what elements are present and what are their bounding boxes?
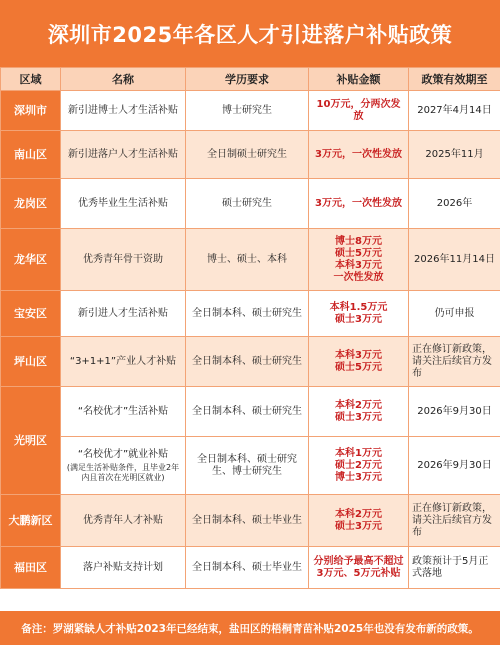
- region-cell: 龙岗区: [1, 179, 61, 229]
- deadline-cell: 政策预计于5月正式落地: [409, 547, 500, 589]
- amount-line: 本科2万元: [335, 399, 382, 411]
- education-cell: 全日制本科、硕士毕业生: [186, 495, 309, 547]
- table-row: [1, 547, 500, 589]
- amount-cell: [309, 387, 409, 437]
- amount-line: 博士8万元: [335, 235, 382, 247]
- region-cell: 光明区: [1, 387, 61, 495]
- name-cell: 优秀青年人才补贴: [61, 495, 186, 547]
- page-title: 深圳市2025年各区人才引进落户补贴政策: [47, 22, 453, 47]
- amount-line: 硕士2万元: [335, 459, 382, 471]
- name-cell: 新引进落户人才生活补贴: [61, 131, 186, 179]
- amount-cell: [309, 229, 409, 291]
- education-cell: 全日制本科、硕士研究生: [186, 387, 309, 437]
- name-cell: 优秀毕业生生活补贴: [61, 179, 186, 229]
- education-cell: 全日制硕士研究生: [186, 131, 309, 179]
- table-row: [1, 337, 500, 387]
- deadline-cell: 正在修订新政策，请关注后续官方发布: [409, 337, 500, 387]
- table-row: [1, 91, 500, 131]
- region-cell: 龙华区: [1, 229, 61, 291]
- amount-line: 本科1.5万元: [329, 301, 388, 313]
- name-cell: “名校优才”生活补贴: [61, 387, 186, 437]
- education-cell: 博士、硕士、本科: [186, 229, 309, 291]
- deadline-cell: 2027年4月14日: [409, 91, 500, 131]
- table-header-row: [1, 68, 500, 91]
- region-cell: 大鹏新区: [1, 495, 61, 547]
- region-cell: 福田区: [1, 547, 61, 589]
- deadline-cell: 2026年9月30日: [409, 437, 500, 495]
- table-row: [1, 495, 500, 547]
- education-cell: 硕士研究生: [186, 179, 309, 229]
- deadline-cell: 2026年: [409, 179, 500, 229]
- header-deadline: 政策有效期至: [409, 68, 500, 91]
- table-row: [1, 387, 500, 437]
- amount-cell: 3万元，一次性发放: [309, 131, 409, 179]
- amount-line: 硕士3万元: [335, 411, 382, 423]
- amount-cell: 3万元，一次性发放: [309, 179, 409, 229]
- header-amount: 补贴金额: [309, 68, 409, 91]
- amount-line: 一次性发放: [333, 271, 384, 283]
- region-cell: 宝安区: [1, 291, 61, 337]
- amount-cell: [309, 437, 409, 495]
- footer-note: 备注：罗湖紧缺人才补贴2023年已经结束，盐田区的梧桐青苗补贴2025年也没有发布新的政策。: [0, 611, 500, 645]
- name-cell: “3+1+1”产业人才补贴: [61, 337, 186, 387]
- header-education: 学历要求: [186, 68, 309, 91]
- amount-line: 本科2万元: [335, 508, 382, 520]
- deadline-cell: 2025年11月: [409, 131, 500, 179]
- table-row: [1, 437, 500, 495]
- table-row: [1, 179, 500, 229]
- name-cell: 落户补贴支持计划: [61, 547, 186, 589]
- amount-line: 硕士5万元: [335, 361, 382, 373]
- amount-line: 本科1万元: [335, 447, 382, 459]
- amount-cell: 分别给予最高不超过3万元、5万元补贴: [309, 547, 409, 589]
- amount-line: 博士3万元: [335, 471, 382, 483]
- deadline-cell: 正在修订新政策，请关注后续官方发布: [409, 495, 500, 547]
- name-cell: [61, 437, 186, 495]
- amount-cell: [309, 291, 409, 337]
- header-region: 区域: [1, 68, 61, 91]
- name-cell: 优秀青年骨干资助: [61, 229, 186, 291]
- amount-line: 本科3万元: [335, 349, 382, 361]
- header-name: 名称: [61, 68, 186, 91]
- amount-line: 硕士3万元: [335, 520, 382, 532]
- amount-line: 硕士3万元: [335, 313, 382, 325]
- title-bar: [0, 0, 500, 67]
- education-cell: 全日制本科、硕士研究生、博士研究生: [186, 437, 309, 495]
- amount-line: 本科3万元: [335, 259, 382, 271]
- region-cell: 南山区: [1, 131, 61, 179]
- name-note: (满足生活补贴条件，且毕业2年内且首次在光明区就业): [66, 462, 180, 482]
- deadline-cell: 2026年9月30日: [409, 387, 500, 437]
- education-cell: 全日制本科、硕士研究生: [186, 291, 309, 337]
- amount-line: 硕士5万元: [335, 247, 382, 259]
- education-cell: 全日制本科、硕士研究生: [186, 337, 309, 387]
- name-text: “名校优才”就业补贴: [77, 448, 169, 460]
- deadline-cell: 仍可申报: [409, 291, 500, 337]
- table-row: [1, 229, 500, 291]
- region-cell: 坪山区: [1, 337, 61, 387]
- name-cell: 新引进博士人才生活补贴: [61, 91, 186, 131]
- region-cell: 深圳市: [1, 91, 61, 131]
- table-row: [1, 291, 500, 337]
- education-cell: 全日制本科、硕士毕业生: [186, 547, 309, 589]
- table-row: [1, 131, 500, 179]
- amount-cell: 10万元，分两次发放: [309, 91, 409, 131]
- deadline-cell: 2026年11月14日: [409, 229, 500, 291]
- policy-table: [0, 67, 500, 589]
- amount-cell: [309, 495, 409, 547]
- education-cell: 博士研究生: [186, 91, 309, 131]
- amount-cell: [309, 337, 409, 387]
- name-cell: 新引进人才生活补贴: [61, 291, 186, 337]
